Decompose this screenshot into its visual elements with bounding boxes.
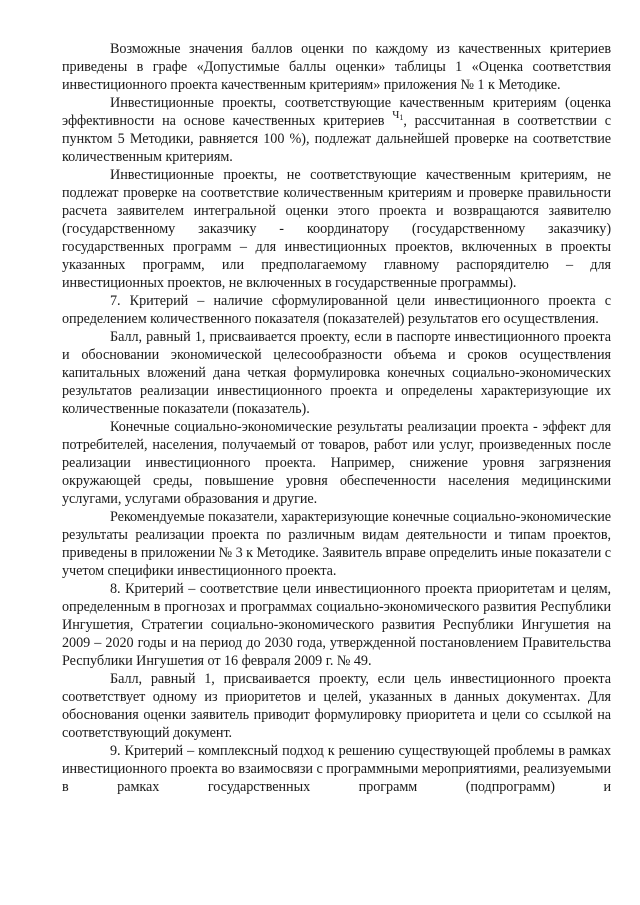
paragraph-criterion-9: 9. Критерий – комплексный подход к решению существующей проблемы в рамках инвестиционного проекта во взаимосвязи с программными мероприятиями, реализуемыми в рамках государственных программ (подпрограмм) и <box>62 743 611 795</box>
paragraph-criterion-8-score: Балл, равный 1, присваивается проекту, если цель инвестиционного проекта соответствует одному из приоритетов и целей, указанных в данных документах. Для обоснования оценки заявитель приводит формулировку приоритета и цели со ссылкой на соответствующий документ. <box>62 671 611 741</box>
paragraph-criterion-7: 7. Критерий – наличие сформулированной цели инвестиционного проекта с определением количественного показателя (показателей) результатов его осуществления. <box>62 293 611 327</box>
paragraph-score-values: Возможные значения баллов оценки по каждому из качественных критериев приведены в графе «Допустимые баллы оценки» таблицы 1 «Оценка соответствия инвестиционного проекта качественным критериям» приложения № 1 к Методике. <box>62 41 611 93</box>
paragraph-final-results: Конечные социально-экономические результаты реализации проекта - эффект для потребителей, населения, получаемый от товаров, работ или услуг, произведенных после реализации инвестиционного проекта. Например, снижение уровня загрязнения окружающей среды, повышение уровня обеспеченности населения медицинскими услугами, услугами образования и другие. <box>62 419 611 507</box>
formula-symbol: $Ч_1$ <box>392 109 404 122</box>
paragraph-text: , рассчитанная в соответствии с пунктом 5 Методики, равняется 100 %), подлежат дальнейшей проверке на соответствие количественным критериям. <box>62 113 612 165</box>
formula-subscript: 1 <box>399 113 404 122</box>
paragraph-recommended-indicators: Рекомендуемые показатели, характеризующие конечные социально-экономические результаты реализации проекта по различным видам деятельности и типам проектов, приведены в приложении № 3 к Методике. Заявитель вправе определить иные показатели с учетом специфики инвестиционного проекта. <box>62 509 611 579</box>
paragraph-qualitative-noncompliant: Инвестиционные проекты, не соответствующие качественным критериям, не подлежат проверке на соответствие количественным критериям и проверке правильности расчета заявителем интегральной оценки этого проекта и возвращаются заявителю (государственному заказчику - координатору (государственному заказчику) государственных программ – для инвестиционных проектов, включенных в проекты указанных программ, или предполагаемому главному распорядителю – для инвестиционных проектов, не включенных в государственные программы). <box>62 167 611 291</box>
paragraph-criterion-7-score: Балл, равный 1, присваивается проекту, если в паспорте инвестиционного проекта и обосновании экономической целесообразности объема и сроков осуществления капитальных вложений дана четкая формулировка конечных социально-экономических результатов реализации инвестиционного проекта и определены характеризующие их количественные показатели (показатель). <box>62 329 611 417</box>
paragraph-qualitative-compliant <box>62 94 611 166</box>
paragraph-text: Инвестиционные проекты, соответствующие качественным критериям (оценка эффективности на основе качественных критериев <box>62 95 611 129</box>
paragraph-criterion-8: 8. Критерий – соответствие цели инвестиционного проекта приоритетам и целям, определенным в прогнозах и программах социально-экономического развития Республики Ингушетия, Стратегии социально-экономического развития Республики Ингушетия на 2009 – 2020 годы и на период до 2030 года, утвержденной постановлением Правительства Республики Ингушетия от 16 февраля 2009 г. № 49. <box>62 581 611 669</box>
